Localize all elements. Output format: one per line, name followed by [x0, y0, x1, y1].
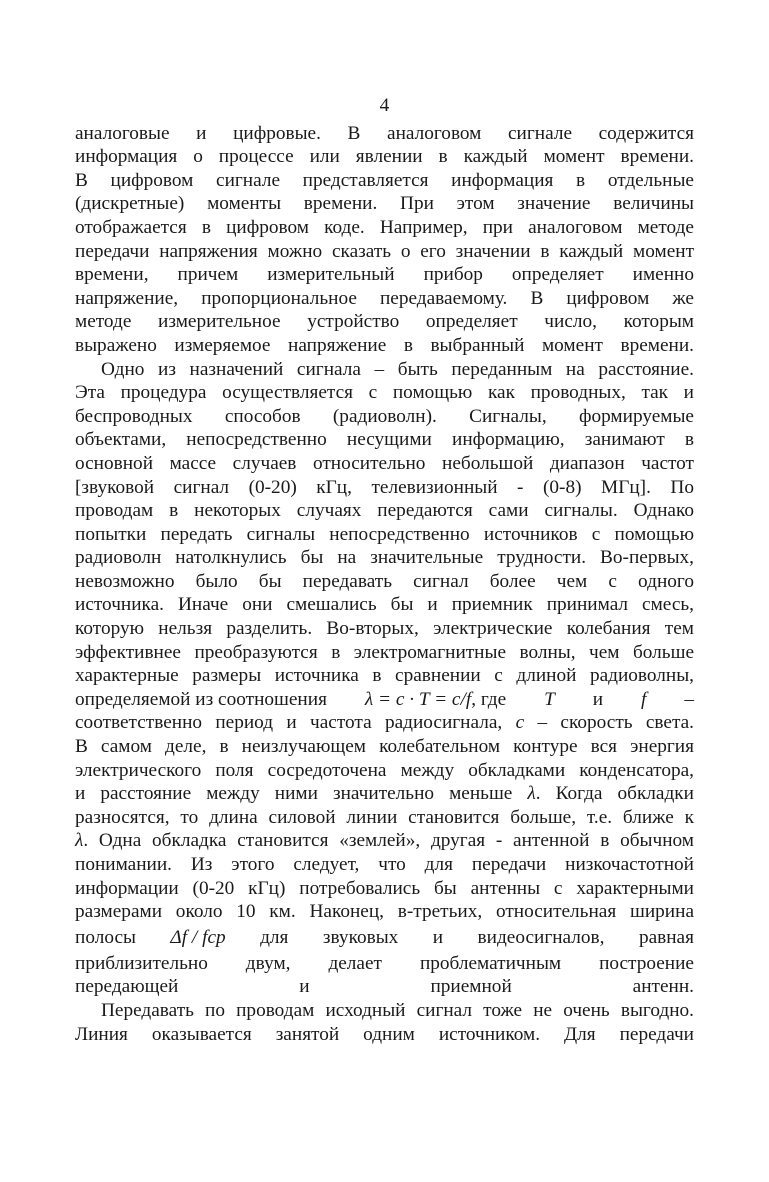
- text-line: невозможно было бы передавать сигнал более чем с одного: [75, 570, 694, 592]
- page-number: 4: [379, 95, 390, 116]
- variable-f: f: [641, 688, 647, 710]
- relative-bandwidth-formula: Δf / fср: [170, 926, 226, 948]
- document-page: [75, 94, 694, 1046]
- text-line: В цифровом сигнале представляется информация в отдельные: [75, 169, 694, 191]
- text-line: напряжение, пропорциональное передаваемому. В цифровом же: [75, 287, 694, 309]
- text-line: размерами около 10 км. Наконец, в-третьих, относительная ширина: [75, 901, 694, 923]
- text-line: информации (0-20 кГц) потребовались бы антенны с характерными: [75, 877, 694, 899]
- text-line: Передавать по проводам исходный сигнал тоже не очень выгодно.: [101, 999, 694, 1021]
- text-line: (дискретные) моменты времени. При этом значение величины: [75, 193, 694, 215]
- variable-t: T: [544, 688, 555, 710]
- text-line: [75, 782, 694, 806]
- formula-mid-text: , где: [471, 688, 507, 710]
- text-line: [75, 829, 694, 853]
- formula-math: λ = c · T = c/f: [364, 688, 472, 710]
- text-line: аналоговые и цифровые. В аналоговом сигнале содержится: [75, 122, 694, 144]
- dash: –: [684, 688, 694, 710]
- word: звуковых: [322, 926, 399, 948]
- text-line: электрического поля сосредоточена между обкладками конденсатора,: [75, 759, 694, 781]
- lambda-symbol: λ: [75, 830, 84, 852]
- text-line: [звуковой сигнал (0-20) кГц, телевизионный - (0-8) МГц]. По: [75, 476, 694, 498]
- text-line: Линия оказывается занятой одним источником. Для передачи: [75, 1023, 694, 1045]
- text-fragment: и расстояние между ними значительно меньше: [75, 783, 513, 805]
- text-line: источника. Иначе они смешались бы и приемник принимал смесь,: [75, 594, 694, 616]
- word: полосы: [75, 926, 136, 948]
- paragraph-2: [75, 358, 694, 999]
- text-line: передающей и приемной антенн.: [75, 976, 694, 998]
- text-fragment: . Одна обкладка становится «землей», другая - антенной в обычном: [83, 830, 694, 852]
- text-line: Одно из назначений сигнала – быть переданным на расстояние.: [101, 358, 694, 380]
- text-fragment: . Когда обкладки: [535, 783, 694, 805]
- paragraph-1: [75, 122, 694, 358]
- text-line: времени, причем измерительный прибор определяет именно: [75, 264, 694, 286]
- text-line: эффективнее преобразуются в электромагнитные волны, чем больше: [75, 641, 694, 663]
- text-line: Эта процедура осуществляется с помощью как проводных, так и: [75, 382, 694, 404]
- text-line: которую нельзя разделить. Во-вторых, электрические колебания тем: [75, 618, 694, 640]
- text-line: информация о процессе или явлении в каждый момент времени.: [75, 146, 694, 168]
- text-line: В самом деле, в неизлучающем колебательном контуре вся энергия: [75, 736, 694, 758]
- text-line: [75, 711, 694, 735]
- wavelength-formula: [365, 688, 506, 712]
- text-line: проводам в некоторых случаях передаются сами сигналы. Однако: [75, 500, 694, 522]
- text-line: методе измерительное устройство определяет число, которым: [75, 311, 694, 333]
- band-formula-line: [75, 924, 694, 952]
- conjunction-and: и: [592, 688, 604, 710]
- text-line: понимании. Из этого следует, что для передачи низкочастотной: [75, 854, 694, 875]
- text-line: передачи напряжения можно сказать о его значении в каждый момент: [75, 240, 694, 262]
- text-line: радиоволн натолкнулись бы на значительные трудности. Во-первых,: [75, 547, 694, 569]
- text-line: приблизительно двум, делает проблематичным построение: [75, 952, 694, 974]
- word: и: [432, 926, 444, 948]
- lambda-symbol: λ: [527, 783, 536, 805]
- formula-line: [75, 688, 694, 712]
- word: видеосигналов,: [477, 926, 605, 948]
- text-line: попытки передать сигналы непосредственно источников с помощью: [75, 523, 694, 545]
- text-line: разносятся, то длина силовой линии становится больше, т.е. ближе к: [75, 806, 694, 828]
- variable-c: c: [515, 712, 525, 734]
- text-fragment: соответственно период и частота радиосигнала,: [75, 712, 503, 734]
- text-line: характерные размеры источника в сравнении с длиной радиоволны,: [75, 665, 694, 687]
- text-line: выражено измеряемое напряжение в выбранный момент времени.: [75, 334, 694, 356]
- text-line: беспроводных способов (радиоволн). Сигналы, формируемые: [75, 405, 694, 427]
- text-line: отображается в цифровом коде. Например, при аналоговом методе: [75, 216, 694, 238]
- text-line: основной массе случаев относительно небольшой диапазон частот: [75, 452, 694, 474]
- text-line: объектами, непосредственно несущими информацию, занимают в: [75, 429, 694, 451]
- formula-pre-text: определяемой из соотношения: [75, 688, 327, 710]
- paragraph-3: [75, 999, 694, 1046]
- word: для: [260, 926, 289, 948]
- word: равная: [638, 926, 694, 948]
- text-fragment: – скорость света.: [537, 712, 695, 734]
